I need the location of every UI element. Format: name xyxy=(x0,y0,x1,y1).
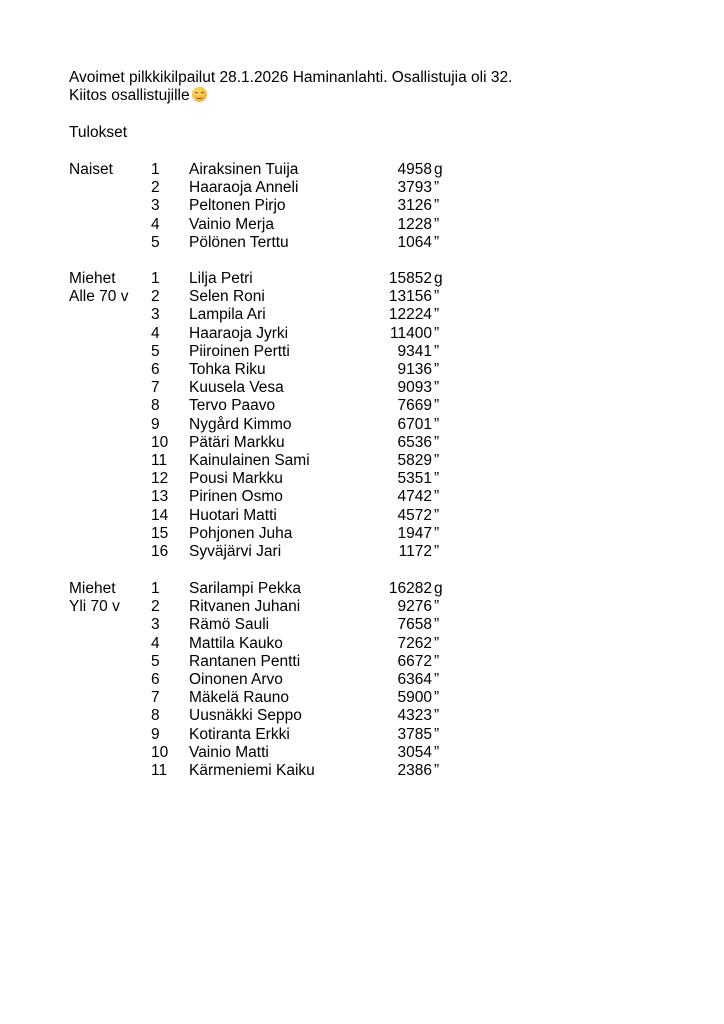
rank-cell: 14 xyxy=(151,506,169,524)
rank-cell: 1 xyxy=(151,580,160,597)
rank-cell: 13 xyxy=(151,488,169,506)
category-label: Miehet xyxy=(69,580,116,597)
rank-cell: 10 xyxy=(151,433,169,451)
weight-cell: 7658 xyxy=(397,616,432,634)
rank-cell: 2 xyxy=(151,179,160,197)
unit-cell: ” xyxy=(434,543,440,560)
table-row xyxy=(0,507,724,525)
unit-cell: ” xyxy=(434,652,440,670)
thanks-text: Kiitos osallistujille xyxy=(69,87,190,104)
unit-cell: ” xyxy=(434,397,440,415)
unit-cell: ” xyxy=(434,616,440,634)
rank-cell: 6 xyxy=(151,361,160,378)
unit-cell: ” xyxy=(434,762,440,779)
table-row xyxy=(0,488,724,506)
name-cell: Uusnäkki Seppo xyxy=(189,707,302,725)
rank-cell: 16 xyxy=(151,543,169,560)
name-cell: Ritvanen Juhani xyxy=(189,598,301,616)
category-label: Miehet xyxy=(69,270,116,287)
unit-cell: ” xyxy=(434,306,440,324)
name-cell: Rantanen Pentti xyxy=(189,652,301,670)
rank-cell: 7 xyxy=(151,689,160,707)
weight-cell: 4572 xyxy=(397,506,432,524)
name-cell: Mattila Kauko xyxy=(189,634,283,652)
rank-cell: 11 xyxy=(151,762,168,779)
name-cell: Lilja Petri xyxy=(189,270,253,287)
unit-cell: ” xyxy=(434,524,440,542)
weight-cell: 5351 xyxy=(397,470,432,488)
name-cell: Peltonen Pirjo xyxy=(189,197,286,215)
table-row xyxy=(0,470,724,488)
name-cell: Kärmeniemi Kaiku xyxy=(189,762,315,779)
name-cell: Kotiranta Erkki xyxy=(189,725,290,743)
header-line-1: Avoimet pilkkikilpailut 28.1.2026 Haminanlahti. Osallistujia oli 32. xyxy=(69,69,513,86)
weight-cell: 7262 xyxy=(397,634,432,652)
table-row xyxy=(0,416,724,434)
unit-cell: ” xyxy=(434,452,440,469)
unit-cell: ” xyxy=(434,634,440,652)
rank-cell: 1 xyxy=(151,270,160,287)
name-cell: Selen Roni xyxy=(189,288,265,306)
table-row xyxy=(0,379,724,397)
name-cell: Kuusela Vesa xyxy=(189,379,284,397)
table-row xyxy=(0,434,724,452)
unit-cell: ” xyxy=(434,743,440,761)
name-cell: Pölönen Terttu xyxy=(189,233,289,251)
weight-cell: 4742 xyxy=(397,488,432,506)
header-line-2 xyxy=(69,87,207,105)
name-cell: Haaraoja Anneli xyxy=(189,179,299,197)
weight-cell: 5900 xyxy=(397,689,432,707)
table-row xyxy=(0,671,724,689)
weight-cell: 3793 xyxy=(397,179,432,197)
table-row xyxy=(0,179,724,197)
name-cell: Tohka Riku xyxy=(189,361,266,378)
rank-cell: 15 xyxy=(151,524,169,542)
rank-cell: 4 xyxy=(151,324,160,342)
weight-cell: 12224 xyxy=(388,306,432,324)
unit-cell: ” xyxy=(434,598,440,616)
unit-cell: ” xyxy=(434,233,440,251)
unit-cell: ” xyxy=(434,215,440,233)
unit-cell: ” xyxy=(434,725,440,743)
unit-cell: ” xyxy=(434,488,440,506)
table-row xyxy=(0,397,724,415)
name-cell: Oinonen Arvo xyxy=(189,671,283,688)
weight-cell: 9341 xyxy=(397,342,432,360)
rank-cell: 4 xyxy=(151,634,160,652)
table-row xyxy=(0,689,724,707)
weight-cell: 9093 xyxy=(397,379,432,397)
rank-cell: 7 xyxy=(151,379,160,397)
rank-cell: 9 xyxy=(151,415,160,433)
name-cell: Tervo Paavo xyxy=(189,397,276,415)
table-row xyxy=(0,653,724,671)
weight-cell: 15852 xyxy=(388,270,432,287)
name-cell: Rämö Sauli xyxy=(189,616,270,634)
name-cell: Kainulainen Sami xyxy=(189,452,310,469)
name-cell: Airaksinen Tuija xyxy=(189,161,299,178)
name-cell: Pousi Markku xyxy=(189,470,283,488)
name-cell: Syväjärvi Jari xyxy=(189,543,282,560)
unit-cell: ” xyxy=(434,433,440,451)
rank-cell: 1 xyxy=(151,161,160,178)
table-row xyxy=(0,216,724,234)
weight-cell: 1947 xyxy=(397,524,432,542)
rank-cell: 3 xyxy=(151,616,160,634)
unit-cell: ” xyxy=(434,179,440,197)
unit-cell: ” xyxy=(434,415,440,433)
rank-cell: 5 xyxy=(151,652,160,670)
rank-cell: 2 xyxy=(151,288,160,306)
rank-cell: 9 xyxy=(151,725,160,743)
weight-cell: 6364 xyxy=(397,671,432,688)
unit-cell: ” xyxy=(434,361,440,378)
weight-cell: 16282 xyxy=(388,580,432,597)
unit-cell: g xyxy=(434,161,443,178)
name-cell: Sarilampi Pekka xyxy=(189,580,301,597)
table-row xyxy=(0,744,724,762)
weight-cell: 2386 xyxy=(397,762,432,779)
name-cell: Mäkelä Rauno xyxy=(189,689,289,707)
unit-cell: ” xyxy=(434,324,440,342)
rank-cell: 8 xyxy=(151,707,160,725)
rank-cell: 5 xyxy=(151,233,160,251)
rank-cell: 4 xyxy=(151,215,160,233)
table-row xyxy=(0,288,724,306)
name-cell: Vainio Merja xyxy=(189,215,275,233)
unit-cell: ” xyxy=(434,470,440,488)
name-cell: Huotari Matti xyxy=(189,506,277,524)
unit-cell: ” xyxy=(434,379,440,397)
unit-cell: ” xyxy=(434,671,440,688)
weight-cell: 1172 xyxy=(398,543,432,560)
unit-cell: ” xyxy=(434,197,440,215)
weight-cell: 4323 xyxy=(397,707,432,725)
table-row xyxy=(0,306,724,324)
name-cell: Piiroinen Pertti xyxy=(189,342,290,360)
table-row xyxy=(0,343,724,361)
name-cell: Pätäri Markku xyxy=(189,433,285,451)
weight-cell: 6672 xyxy=(397,652,432,670)
table-row xyxy=(0,580,724,598)
unit-cell: ” xyxy=(434,707,440,725)
weight-cell: 6701 xyxy=(397,415,432,433)
table-row xyxy=(0,234,724,252)
rank-cell: 8 xyxy=(151,397,160,415)
table-row xyxy=(0,361,724,379)
table-row xyxy=(0,452,724,470)
weight-cell: 1228 xyxy=(397,215,432,233)
unit-cell: ” xyxy=(434,506,440,524)
category-sublabel: Alle 70 v xyxy=(69,288,129,306)
name-cell: Lampila Ari xyxy=(189,306,266,324)
table-row xyxy=(0,598,724,616)
weight-cell: 6536 xyxy=(397,433,432,451)
rank-cell: 5 xyxy=(151,342,160,360)
weight-cell: 11400 xyxy=(390,324,432,342)
table-row xyxy=(0,270,724,288)
weight-cell: 9136 xyxy=(397,361,432,378)
table-row xyxy=(0,707,724,725)
weight-cell: 3785 xyxy=(397,725,432,743)
unit-cell: ” xyxy=(434,342,440,360)
rank-cell: 6 xyxy=(151,671,160,688)
category-sublabel: Yli 70 v xyxy=(69,598,120,616)
table-row xyxy=(0,635,724,653)
unit-cell: ” xyxy=(434,288,440,306)
rank-cell: 3 xyxy=(151,197,160,215)
weight-cell: 5829 xyxy=(397,452,432,469)
category-label: Naiset xyxy=(69,161,113,178)
name-cell: Nygård Kimmo xyxy=(189,415,292,433)
weight-cell: 7669 xyxy=(397,397,432,415)
weight-cell: 13156 xyxy=(388,288,432,306)
name-cell: Pirinen Osmo xyxy=(189,488,283,506)
weight-cell: 1064 xyxy=(397,233,432,251)
table-row xyxy=(0,325,724,343)
weight-cell: 3126 xyxy=(397,197,432,215)
results-heading: Tulokset xyxy=(69,124,128,141)
table-row xyxy=(0,197,724,215)
name-cell: Pohjonen Juha xyxy=(189,524,293,542)
weight-cell: 4958 xyxy=(397,161,432,178)
weight-cell: 3054 xyxy=(397,743,432,761)
table-row xyxy=(0,762,724,780)
rank-cell: 12 xyxy=(151,470,169,488)
table-row xyxy=(0,161,724,179)
name-cell: Vainio Matti xyxy=(189,743,269,761)
table-row xyxy=(0,525,724,543)
unit-cell: g xyxy=(434,270,443,287)
table-row xyxy=(0,726,724,744)
weight-cell: 9276 xyxy=(397,598,432,616)
name-cell: Haaraoja Jyrki xyxy=(189,324,289,342)
unit-cell: g xyxy=(434,580,443,597)
unit-cell: ” xyxy=(434,689,440,707)
rank-cell: 10 xyxy=(151,743,169,761)
rank-cell: 3 xyxy=(151,306,160,324)
table-row xyxy=(0,616,724,634)
rank-cell: 11 xyxy=(151,452,168,469)
smiling-face-icon xyxy=(192,87,207,102)
rank-cell: 2 xyxy=(151,598,160,616)
table-row xyxy=(0,543,724,561)
